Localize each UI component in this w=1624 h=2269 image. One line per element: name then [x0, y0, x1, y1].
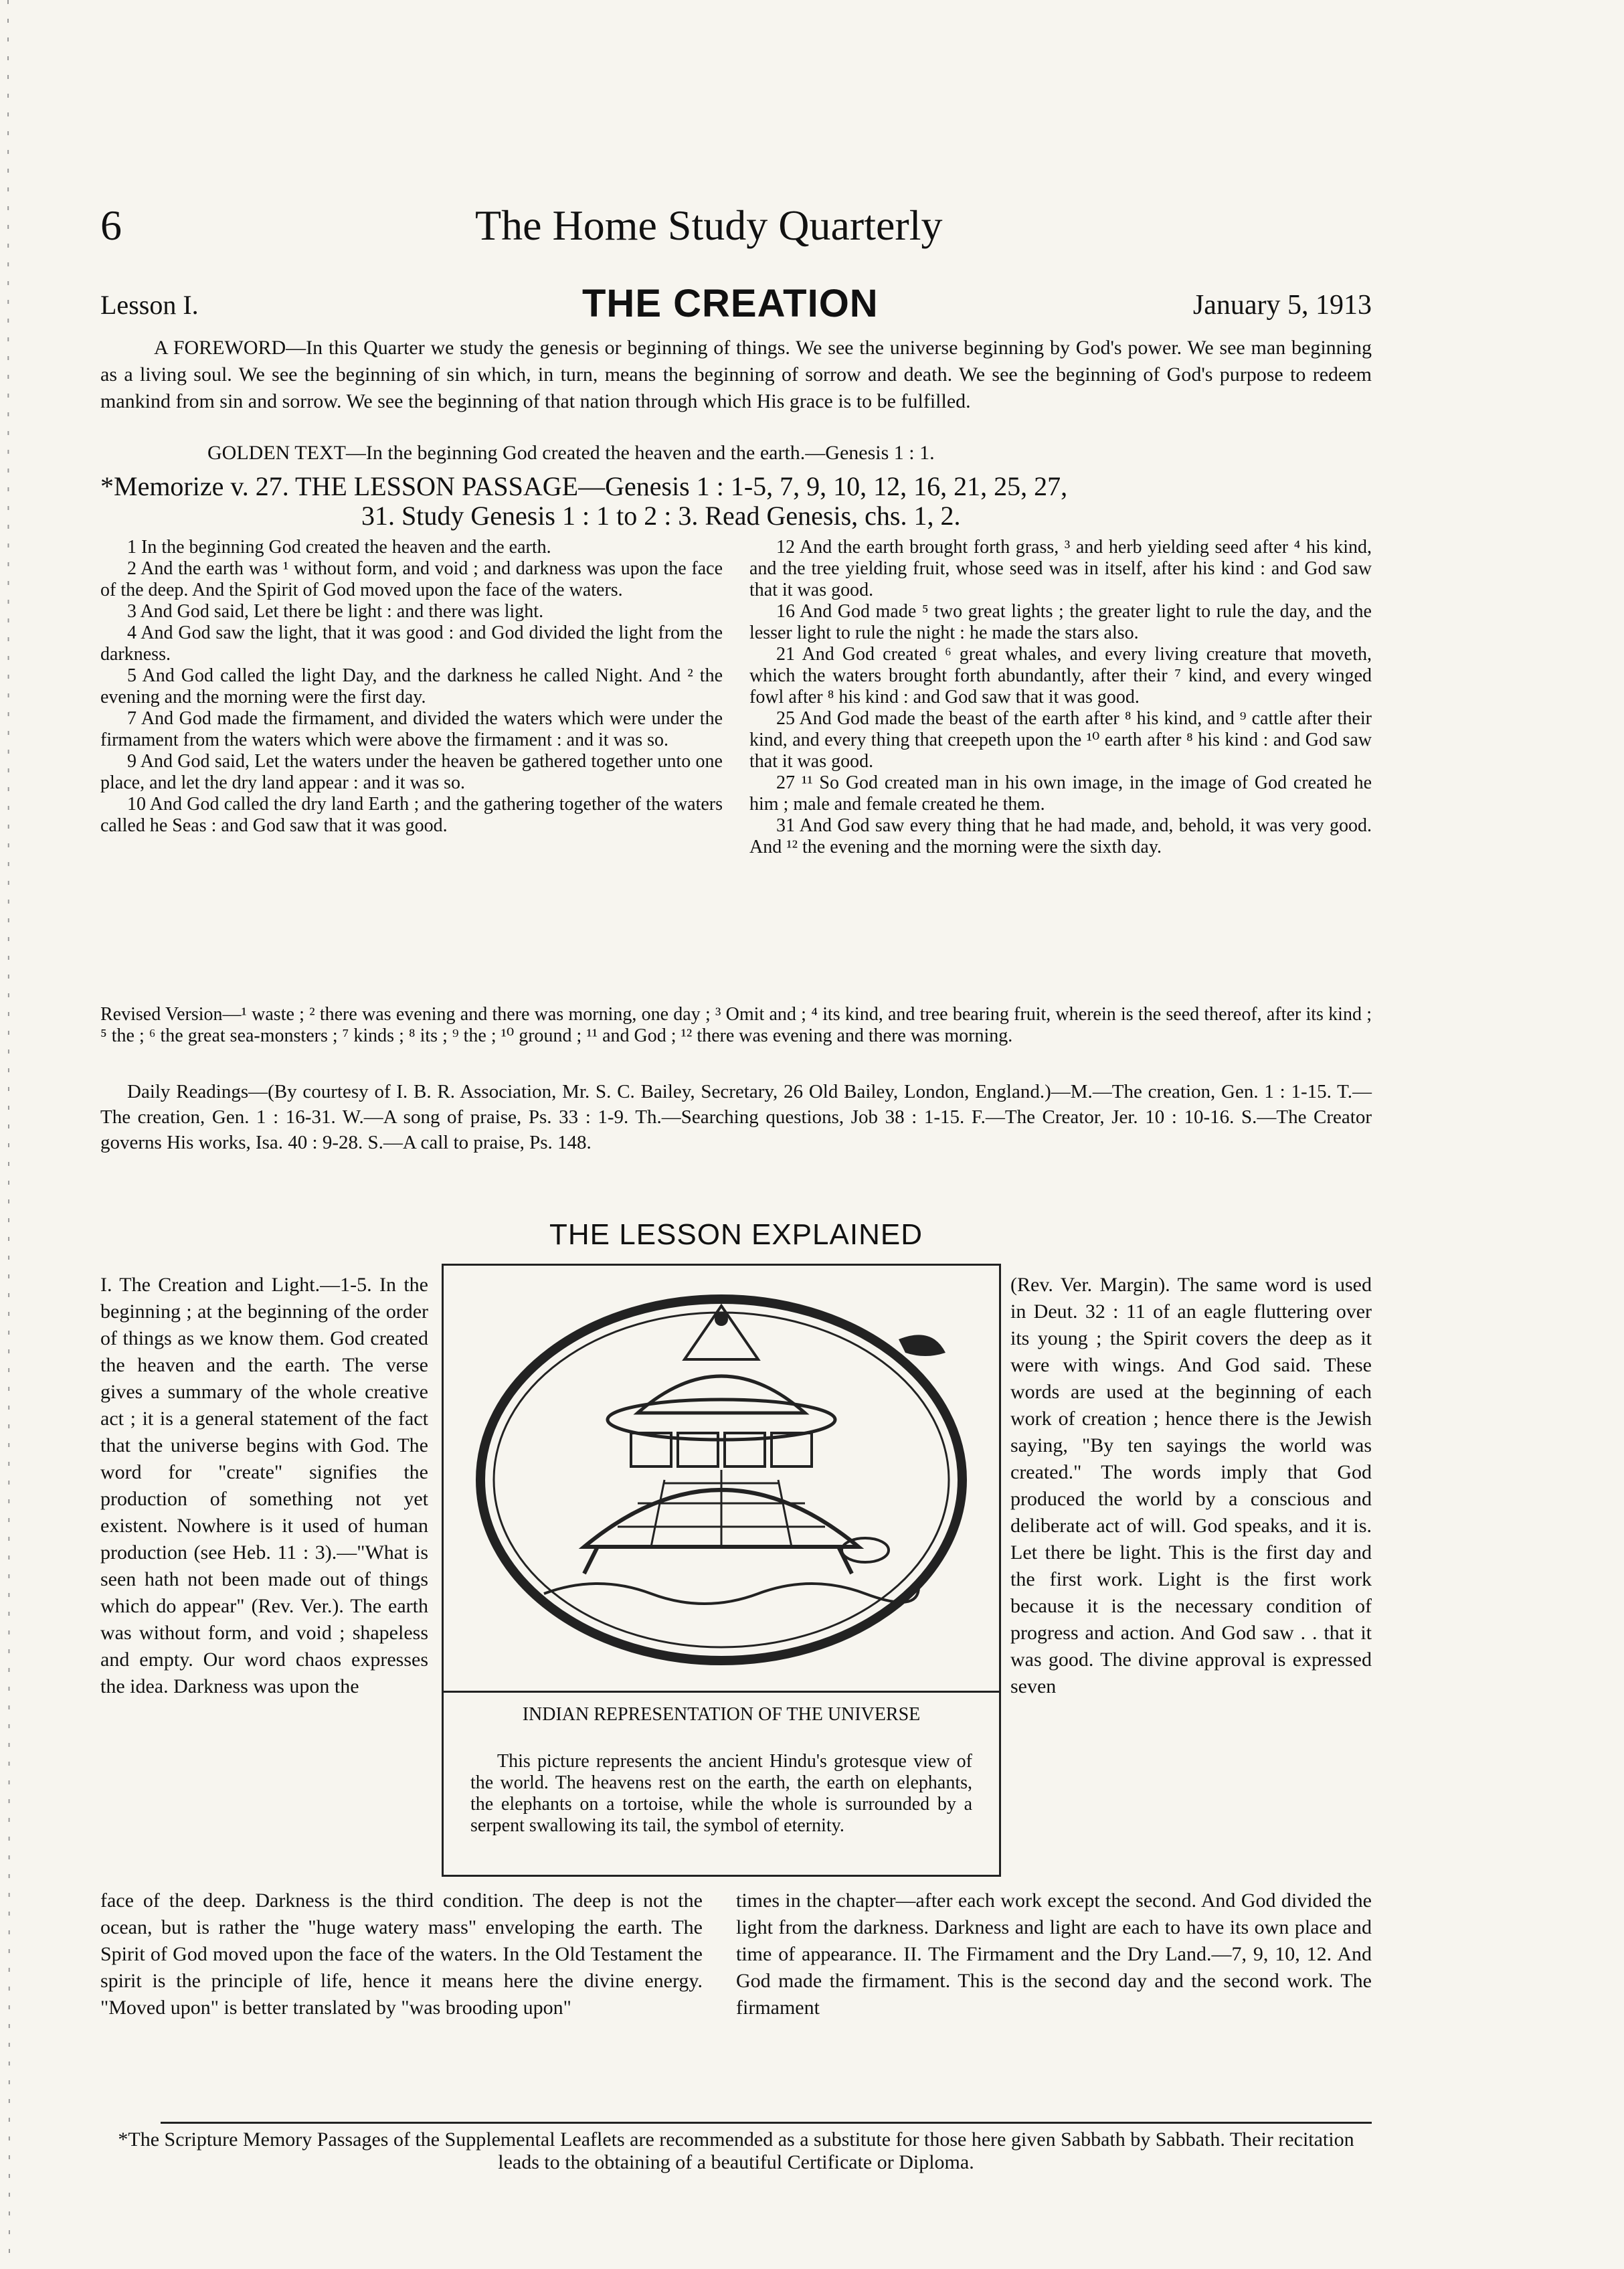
section-heading: THE LESSON EXPLAINED: [549, 1218, 923, 1251]
verse: 3 And God said, Let there be light : and there was light.: [127, 601, 544, 622]
scan-margin-marks: [0, 0, 27, 2266]
page-number: 6: [100, 201, 122, 249]
journal-title: The Home Study Quarterly: [475, 201, 943, 249]
commentary-column-right: (Rev. Ver. Margin). The same word is used in Deut. 32 : 11 of an eagle fluttering over its young ; the Spirit covers the deep as it were with wings. And God said. These words are used at the beginning of each work of creation ; hence there is the Jewish saying, "By ten sayings the world was created." The words imply that God produced the world by a conscious and deliberate act of will. God speaks, and it is. Let there be light. This is the first day and the first work. Light is the first work because it is the necessary condition of progress and action. And God saw . . that it was good. The divine approval is expressed seven: [1010, 1274, 1372, 1697]
footnote: *The Scripture Memory Passages of the Supplemental Leaflets are recommended as a substitute for those here given Sabbath by Sabbath. Their recitation leads to the obtaining of a beautiful Certificate or Diploma.: [118, 2128, 1354, 2173]
golden-text: GOLDEN TEXT—In the beginning God created the heaven and the earth.—Genesis 1 : 1.: [207, 442, 935, 464]
verse: 16 And God made ⁵ two great lights ; the greater light to rule the day, and the lesser light to rule the night : he made the stars also.: [749, 601, 1372, 643]
revised-version-notes: Revised Version—¹ waste ; ² there was evening and there was morning, one day ; ³ Omit and ; ⁴ its kind, and tree bearing fruit, wherein is the seed thereof, after its kind ; ⁵ the ; ⁶ the great sea-monsters ; ⁷ kinds ; ⁸ its ; ⁹ the ; ¹⁰ ground ; ¹¹ and God ; ¹² there was evening and there was morning.: [100, 1004, 1372, 1046]
lesson-label: Lesson I.: [100, 290, 199, 320]
verse: 12 And the earth brought forth grass, ³ and herb yielding seed after ⁴ his kind, and the tree yielding fruit, whose seed was in itself, after his kind : and God saw that it was good.: [749, 537, 1372, 600]
verse: 9 And God said, Let the waters under the heaven be gathered together unto one place, and let the dry land appear : and it was so.: [100, 751, 723, 793]
universe-illustration: [464, 1279, 979, 1667]
commentary-continued-left: face of the deep. Darkness is the third condition. The deep is not the ocean, but is rather the "huge watery mass" enveloping the earth. The Spirit of God moved upon the face of the waters. In the Old Testament the spirit is the principle of life, hence it means here the divine energy. "Moved upon" is better translated by "was brooding upon": [100, 1889, 703, 2019]
foreword: A FOREWORD—In this Quarter we study the genesis or beginning of things. We see the universe beginning by God's power. We see man beginning as a living soul. We see the beginning of sin which, in turn, means the beginning of sorrow and death. We see the beginning of God's purpose to redeem mankind from sin and sorrow. We see the beginning of that nation through which His grace is to be fulfilled.: [100, 337, 1372, 412]
lesson-title: THE CREATION: [582, 282, 879, 325]
verse: 4 And God saw the light, that it was good : and God divided the light from the darkness.: [100, 622, 723, 665]
verse: 31 And God saw every thing that he had made, and, behold, it was very good. And ¹² the evening and the morning were the sixth day.: [749, 815, 1372, 857]
figure-caption: This picture represents the ancient Hindu's grotesque view of the world. The heavens rest on the earth, the earth on elephants, the elephants on a tortoise, while the whole is surrounded by a serpent swallowing its tail, the symbol of eternity.: [470, 1751, 972, 1836]
verse: 5 And God called the light Day, and the darkness he called Night. And ² the evening and the morning were the first day.: [100, 665, 723, 707]
figure: [442, 1264, 1001, 1877]
verse: 10 And God called the dry land Earth ; and the gathering together of the waters called he Seas : and God saw that it was good.: [100, 794, 723, 836]
footnote-rule: [161, 2122, 1372, 2124]
verse: 21 And God created ⁶ great whales, and every living creature that moveth, which the waters brought forth abundantly, after their ⁷ kind, and every winged fowl after ⁸ his kind : and God saw that it was good.: [749, 644, 1372, 707]
figure-caption-title: INDIAN REPRESENTATION OF THE UNIVERSE: [522, 1704, 921, 1725]
passage-column-right: [749, 537, 1372, 858]
daily-readings: Daily Readings—(By courtesy of I. B. R. Association, Mr. S. C. Bailey, Secretary, 26 Old Bailey, London, England.)—M.—The creation, Gen. 1 : 1-15. T.—The creation, Gen. 1 : 16-31. W.—A song of praise, Ps. 33 : 1-9. Th.—Searching questions, Job 38 : 1-15. F.—The Creator, Jer. 10 : 10-16. S.—The Creator governs His works, Isa. 40 : 9-28. S.—A call to praise, Ps. 148.: [100, 1081, 1372, 1153]
verse: 2 And the earth was ¹ without form, and void ; and darkness was upon the face of the deep. And the Spirit of God moved upon the face of the waters.: [100, 558, 723, 600]
verse: 7 And God made the firmament, and divided the waters which were under the firmament from the waters which were above the firmament : and it was so.: [100, 708, 723, 750]
verse: 27 ¹¹ So God created man in his own image, in the image of God created he him ; male and female created he them.: [749, 772, 1372, 815]
verse: 25 And God made the beast of the earth after ⁸ his kind, and ⁹ cattle after their kind, and every thing that creepeth upon the ¹⁰ earth after ⁸ his kind : and God saw that it was good.: [749, 708, 1372, 772]
verse: 1 In the beginning God created the heaven and the earth.: [127, 537, 551, 558]
lesson-heading: [100, 281, 1372, 335]
scan-margin-marks-art: [0, 0, 27, 2266]
lesson-passage-heading: [100, 472, 1372, 531]
commentary-continued-right: times in the chapter—after each work except the second. And God divided the light from the darkness. Darkness and light are each to have its own place and time of appearance. II. The Firmament and the Dry Land.—7, 9, 10, 12. And God made the firmament. This is the second day and the second work. The firmament: [736, 1889, 1372, 2019]
lesson-date: January 5, 1913: [1192, 290, 1372, 321]
figure-rule: [444, 1691, 999, 1693]
lesson-passage-line-1: *Memorize v. 27. THE LESSON PASSAGE—Genesis 1 : 1-5, 7, 9, 10, 12, 16, 21, 25, 27,: [100, 471, 1068, 501]
running-head: [100, 201, 1372, 274]
passage-column-left: [100, 537, 723, 837]
commentary-column-left: I. The Creation and Light.—1-5. In the beginning ; at the beginning of the order of things as we know them. God created the heaven and the earth. The verse gives a summary of the whole creative act ; it is a general statement of the fact that the universe begins with God. The word for "create" signifies the production of something not yet existent. Nowhere is it used of human production (see Heb. 11 : 3).—"What is seen hath not been made out of things which do appear" (Rev. Ver.). The earth was without form, and void ; shapeless and empty. Our word chaos expresses the idea. Darkness was upon the: [100, 1274, 428, 1697]
lesson-passage-line-2: 31. Study Genesis 1 : 1 to 2 : 3. Read Genesis, chs. 1, 2.: [361, 501, 961, 531]
